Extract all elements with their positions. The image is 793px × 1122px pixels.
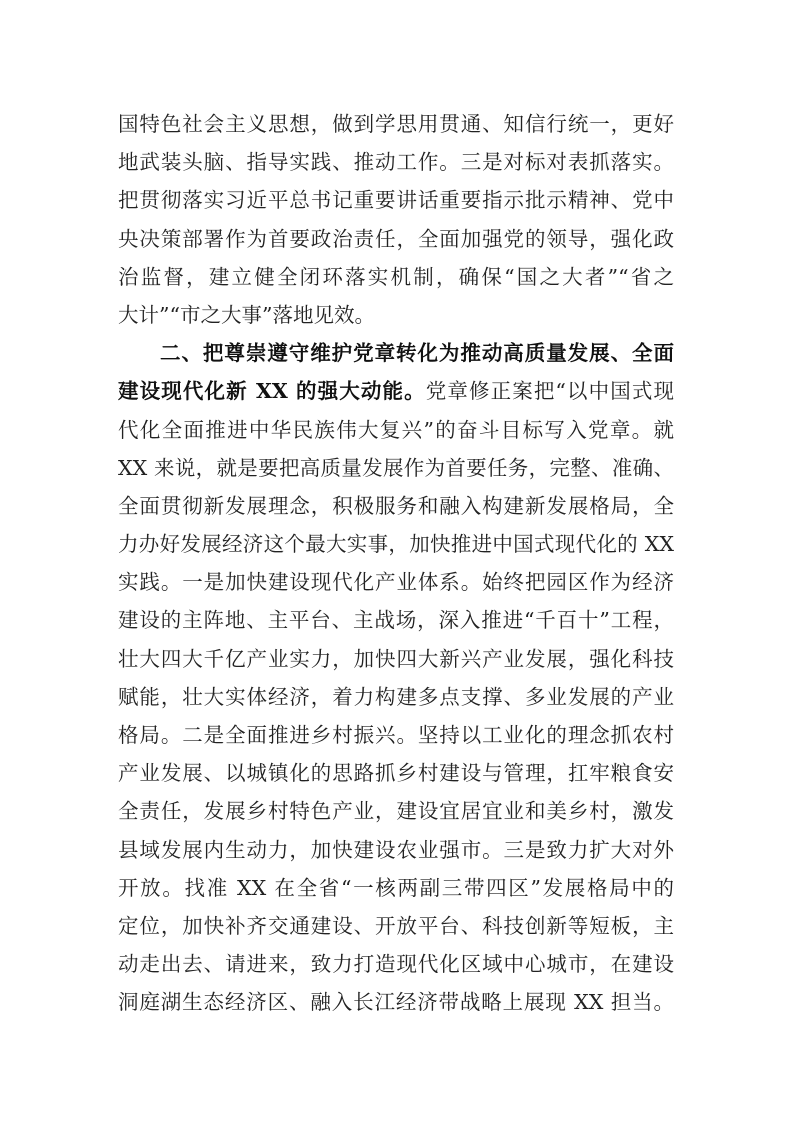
text-line: 全面贯彻新发展理念，积极服务和融入构建新发展格局，全 <box>118 493 674 518</box>
text-line: 壮大四大千亿产业实力，加快四大新兴产业发展，强化科技 <box>118 646 674 671</box>
text-span: 党章修正案把“以中国式现 <box>425 379 674 404</box>
section-heading: 二、把尊崇遵守维护党章转化为推动高质量发展、全面 <box>160 341 674 366</box>
text-line: 地武装头脑、指导实践、推动工作。三是对标对表抓落实。 <box>118 150 674 175</box>
text-line: 大计”“市之大事”落地见效。 <box>118 302 375 327</box>
text-line: 代化全面推进中华民族伟大复兴”的奋斗目标写入党章。就 <box>118 417 674 442</box>
text-line: 治监督，建立健全闭环落实机制，确保“国之大者”“省之 <box>118 264 674 289</box>
text-line: 产业发展、以城镇化的思路抓乡村建设与管理，扛牢粮食安 <box>118 761 674 786</box>
text-line: 赋能，壮大实体经济，着力构建多点支撑、多业发展的产业 <box>118 684 674 709</box>
text-line: 全责任，发展乡村特色产业，建设宜居宜业和美乡村，激发 <box>118 799 674 824</box>
section-heading-cont: 建设现代化新 XX 的强大动能。 <box>118 379 426 404</box>
paragraph-1 <box>118 105 674 334</box>
text-line: 把贯彻落实习近平总书记重要讲话重要指示批示精神、党中 <box>118 188 674 213</box>
text-line: 建设的主阵地、主平台、主战场，深入推进“千百十”工程， <box>118 608 674 633</box>
text-line: 实践。一是加快建设现代化产业体系。始终把园区作为经济 <box>118 570 674 595</box>
text-line: 县域发展内生动力，加快建设农业强市。三是致力扩大对外 <box>118 837 674 862</box>
text-line: 开放。找准 XX 在全省“一核两副三带四区”发展格局中的 <box>118 875 674 900</box>
text-line: 格局。二是全面推进乡村振兴。坚持以工业化的理念抓农村 <box>118 723 674 747</box>
text-line: 央决策部署作为首要政治责任，全面加强党的领导，强化政 <box>118 226 674 251</box>
text-line: 洞庭湖生态经济区、融入长江经济带战略上展现 XX 担当。 <box>118 990 674 1015</box>
paragraph-2 <box>118 334 674 1021</box>
text-line <box>118 372 674 410</box>
text-line: 动走出去、请进来，致力打造现代化区域中心城市，在建设 <box>118 952 674 977</box>
text-line: 国特色社会主义思想，做到学思用贯通、知信行统一，更好 <box>118 112 674 136</box>
text-line: 定位，加快补齐交通建设、开放平台、科技创新等短板，主 <box>118 913 674 938</box>
document-page <box>118 105 674 1022</box>
text-line: 力办好发展经济这个最大实事，加快推进中国式现代化的 XX <box>118 532 674 557</box>
text-line: XX 来说，就是要把高质量发展作为首要任务，完整、准确、 <box>118 455 674 480</box>
